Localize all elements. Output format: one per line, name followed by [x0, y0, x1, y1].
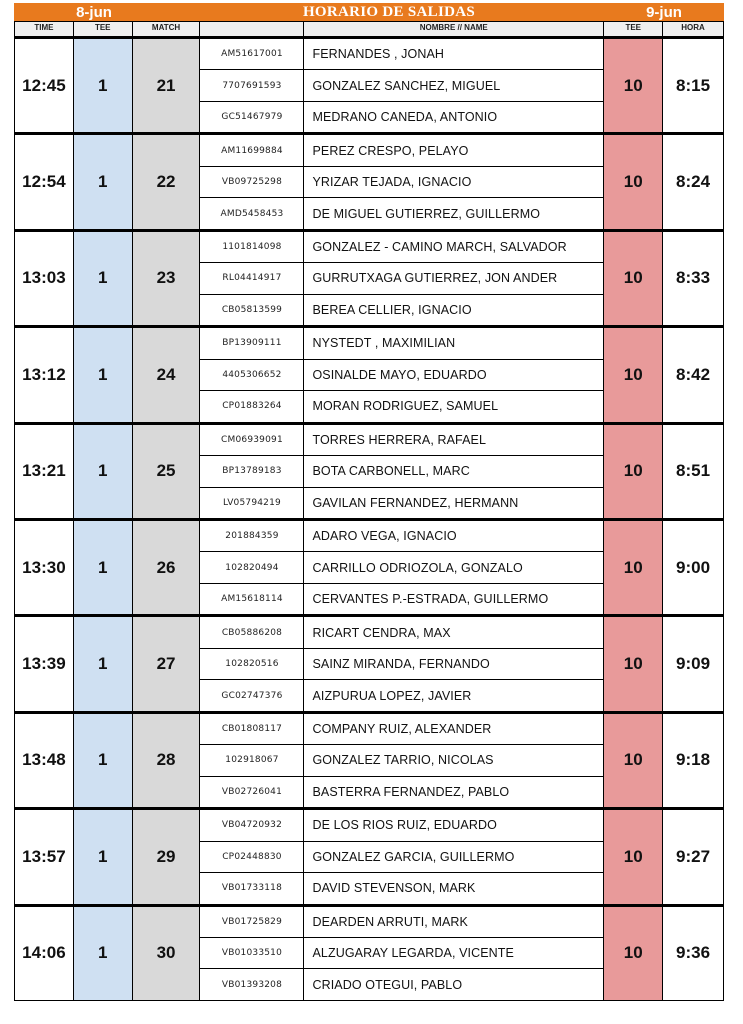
title-banner [14, 3, 724, 21]
player-license-code: VB02726041 [200, 777, 304, 807]
tee-number: 1 [74, 135, 133, 228]
player-license-code: CB01808117 [200, 714, 304, 744]
second-round-time: 9:27 [676, 846, 711, 866]
player-name: MORAN RODRIGUEZ, SAMUEL [312, 399, 499, 414]
player-license-code: GC02747376 [200, 680, 304, 710]
match-group [14, 808, 724, 904]
player-license-code: AMD5458453 [200, 198, 304, 228]
players-list [200, 810, 604, 903]
match-number: 22 [133, 135, 201, 228]
second-round-tee: 10 [604, 521, 663, 614]
player-name: CARRILLO ODRIOZOLA, GONZALO [312, 560, 523, 575]
second-round-tee: 10 [604, 425, 663, 518]
header-name: NOMBRE // NAME [304, 22, 604, 36]
start-time: 12:54 [15, 135, 74, 228]
match-group [14, 37, 724, 133]
player-name: PEREZ CRESPO, PELAYO [312, 143, 469, 158]
player-license-code: VB04720932 [200, 810, 304, 840]
second-round-tee: 10 [604, 907, 663, 1000]
player-license-code: GC51467979 [200, 102, 304, 132]
player-name: DEARDEN ARRUTI, MARK [312, 914, 468, 929]
start-time: 14:06 [15, 907, 74, 1000]
player-row [200, 488, 603, 518]
tee-number: 1 [74, 810, 133, 903]
player-row [200, 907, 603, 938]
players-list [200, 232, 604, 325]
player-license-code: CM06939091 [200, 425, 304, 455]
tee-time-sheet [14, 3, 724, 1001]
groups-container [14, 37, 724, 1001]
player-row [200, 135, 603, 166]
second-round-time: 8:33 [676, 268, 711, 288]
player-name: GAVILAN FERNANDEZ, HERMANN [312, 495, 519, 510]
match-number: 28 [133, 714, 201, 807]
match-group [14, 905, 724, 1001]
players-list [200, 328, 604, 421]
player-name: ADARO VEGA, IGNACIO [312, 529, 457, 544]
tee-number: 1 [74, 907, 133, 1000]
player-row [200, 328, 603, 359]
player-license-code: 7707691593 [200, 70, 304, 100]
player-name: NYSTEDT , MAXIMILIAN [312, 336, 456, 351]
start-time: 13:30 [15, 521, 74, 614]
player-name: GONZALEZ GARCIA, GUILLERMO [312, 849, 515, 864]
player-row [200, 167, 603, 198]
second-round-time: 9:00 [676, 557, 711, 577]
player-license-code: VB01733118 [200, 873, 304, 903]
header-time: TIME [15, 22, 74, 36]
second-round-tee: 10 [604, 714, 663, 807]
player-name: RICART CENDRA, MAX [312, 625, 451, 640]
player-license-code: 102820494 [200, 552, 304, 582]
player-name: BEREA CELLIER, IGNACIO [312, 302, 472, 317]
player-row [200, 360, 603, 391]
player-row [200, 842, 603, 873]
players-list [200, 521, 604, 614]
players-list [200, 39, 604, 132]
player-license-code: VB01393208 [200, 969, 304, 999]
player-license-code: AM51617001 [200, 39, 304, 69]
header-code [200, 22, 304, 36]
player-row [200, 552, 603, 583]
player-name: SAINZ MIRANDA, FERNANDO [312, 657, 490, 672]
match-group [14, 615, 724, 711]
match-number: 27 [133, 617, 201, 710]
start-time: 13:21 [15, 425, 74, 518]
second-round-time: 8:42 [676, 364, 711, 384]
player-name: OSINALDE MAYO, EDUARDO [312, 367, 487, 382]
player-row [200, 680, 603, 710]
player-license-code: LV05794219 [200, 488, 304, 518]
second-round-tee: 10 [604, 135, 663, 228]
match-group [14, 326, 724, 422]
player-name: FERNANDES , JONAH [312, 47, 445, 62]
start-time: 13:12 [15, 328, 74, 421]
tee-number: 1 [74, 232, 133, 325]
player-row [200, 198, 603, 228]
player-row [200, 102, 603, 132]
second-round-time: 8:15 [676, 75, 711, 95]
player-name: COMPANY RUIZ, ALEXANDER [312, 721, 492, 736]
player-license-code: CB05886208 [200, 617, 304, 647]
player-name: GONZALEZ SANCHEZ, MIGUEL [312, 78, 501, 93]
player-name: YRIZAR TEJADA, IGNACIO [312, 175, 472, 190]
player-row [200, 425, 603, 456]
tee-number: 1 [74, 617, 133, 710]
player-row [200, 617, 603, 648]
player-license-code: CP02448830 [200, 842, 304, 872]
player-license-code: 4405306652 [200, 360, 304, 390]
match-number: 21 [133, 39, 201, 132]
player-license-code: VB09725298 [200, 167, 304, 197]
player-row [200, 456, 603, 487]
second-round-tee: 10 [604, 617, 663, 710]
player-row [200, 777, 603, 807]
match-group [14, 230, 724, 326]
match-group [14, 133, 724, 229]
second-round-time: 9:36 [676, 943, 711, 963]
second-round-time: 9:18 [676, 750, 711, 770]
player-license-code: CP01883264 [200, 391, 304, 421]
player-row [200, 938, 603, 969]
start-time: 13:39 [15, 617, 74, 710]
sheet-title: HORARIO DE SALIDAS [302, 3, 476, 20]
second-round-time: 8:51 [676, 461, 711, 481]
player-name: ALZUGARAY LEGARDA, VICENTE [312, 946, 514, 961]
player-row [200, 70, 603, 101]
second-round-tee: 10 [604, 39, 663, 132]
player-name: MEDRANO CANEDA, ANTONIO [312, 110, 498, 125]
player-name: AIZPURUA LOPEZ, JAVIER [312, 688, 472, 703]
second-round-tee: 10 [604, 810, 663, 903]
date-right: 9-jun [646, 3, 682, 21]
date-left: 8-jun [76, 3, 112, 21]
tee-number: 1 [74, 425, 133, 518]
player-row [200, 391, 603, 421]
player-name: DAVID STEVENSON, MARK [312, 881, 476, 896]
player-row [200, 714, 603, 745]
player-license-code: AM11699884 [200, 135, 304, 165]
players-list [200, 135, 604, 228]
player-row [200, 521, 603, 552]
player-license-code: AM15618114 [200, 584, 304, 614]
player-row [200, 873, 603, 903]
match-number: 30 [133, 907, 201, 1000]
player-row [200, 810, 603, 841]
match-number: 29 [133, 810, 201, 903]
tee-number: 1 [74, 714, 133, 807]
player-name: DE MIGUEL GUTIERREZ, GUILLERMO [312, 206, 541, 221]
player-license-code: VB01033510 [200, 938, 304, 968]
match-group [14, 712, 724, 808]
players-list [200, 425, 604, 518]
start-time: 13:57 [15, 810, 74, 903]
player-name: DE LOS RIOS RUIZ, EDUARDO [312, 818, 497, 833]
player-license-code: RL04414917 [200, 263, 304, 293]
match-number: 25 [133, 425, 201, 518]
match-group [14, 519, 724, 615]
header-hora: HORA [681, 23, 705, 32]
start-time: 13:48 [15, 714, 74, 807]
player-name: CERVANTES P.-ESTRADA, GUILLERMO [312, 592, 549, 607]
player-license-code: 102918067 [200, 745, 304, 775]
player-license-code: CB05813599 [200, 295, 304, 325]
second-round-time: 8:24 [676, 172, 711, 192]
player-name: GONZALEZ - CAMINO MARCH, SALVADOR [312, 240, 567, 255]
players-list [200, 907, 604, 1000]
header-tee: TEE [74, 22, 133, 36]
player-row [200, 649, 603, 680]
match-number: 26 [133, 521, 201, 614]
start-time: 12:45 [15, 39, 74, 132]
player-license-code: 201884359 [200, 521, 304, 551]
player-row [200, 969, 603, 999]
player-name: BASTERRA FERNANDEZ, PABLO [312, 784, 510, 799]
match-number: 23 [133, 232, 201, 325]
player-row [200, 584, 603, 614]
player-license-code: BP13909111 [200, 328, 304, 358]
player-name: GURRUTXAGA GUTIERREZ, JON ANDER [312, 271, 558, 286]
tee-number: 1 [74, 328, 133, 421]
player-license-code: BP13789183 [200, 456, 304, 486]
player-name: TORRES HERRERA, RAFAEL [312, 432, 487, 447]
player-license-code: 1101814098 [200, 232, 304, 262]
match-group [14, 423, 724, 519]
header-match: MATCH [133, 22, 201, 36]
player-row [200, 232, 603, 263]
header-tee-2: TEE [604, 22, 663, 36]
tee-number: 1 [74, 39, 133, 132]
player-license-code: 102820516 [200, 649, 304, 679]
player-row [200, 263, 603, 294]
player-row [200, 39, 603, 70]
tee-number: 1 [74, 521, 133, 614]
column-header-row [14, 21, 724, 37]
player-name: GONZALEZ TARRIO, NICOLAS [312, 753, 494, 768]
player-name: BOTA CARBONELL, MARC [312, 464, 470, 479]
second-round-tee: 10 [604, 232, 663, 325]
player-row [200, 295, 603, 325]
player-license-code: VB01725829 [200, 907, 304, 937]
second-round-tee: 10 [604, 328, 663, 421]
match-number: 24 [133, 328, 201, 421]
players-list [200, 617, 604, 710]
player-row [200, 745, 603, 776]
start-time: 13:03 [15, 232, 74, 325]
second-round-time: 9:09 [676, 654, 711, 674]
players-list [200, 714, 604, 807]
player-name: CRIADO OTEGUI, PABLO [312, 977, 463, 992]
